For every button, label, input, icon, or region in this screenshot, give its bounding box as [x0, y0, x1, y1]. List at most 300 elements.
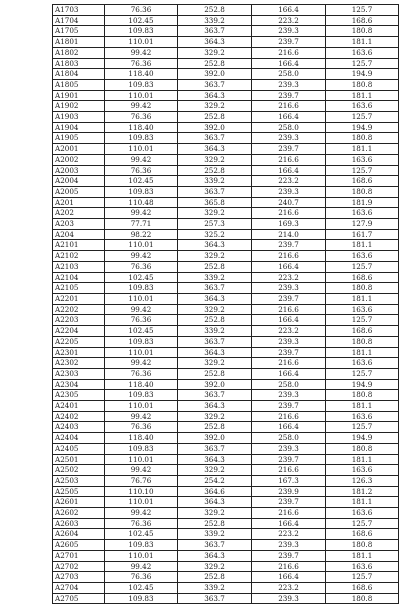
- value-cell: 163.6: [326, 411, 399, 422]
- unit-id-cell: A1805: [53, 79, 105, 90]
- value-cell: 364.6: [178, 486, 252, 497]
- value-cell: 216.6: [252, 508, 326, 519]
- value-cell: 180.8: [326, 336, 399, 347]
- unit-id-cell: A1905: [53, 133, 105, 144]
- value-cell: 239.3: [252, 336, 326, 347]
- value-cell: 258.0: [252, 433, 326, 444]
- value-cell: 239.3: [252, 540, 326, 551]
- value-cell: 109.83: [105, 443, 178, 454]
- value-cell: 194.9: [326, 379, 399, 390]
- value-cell: 163.6: [326, 208, 399, 219]
- value-cell: 163.6: [326, 101, 399, 112]
- table-row: [53, 229, 399, 240]
- value-cell: 329.2: [178, 304, 252, 315]
- value-cell: 216.6: [252, 251, 326, 262]
- value-cell: 223.2: [252, 15, 326, 26]
- table-row: [53, 5, 399, 16]
- value-cell: 110.01: [105, 90, 178, 101]
- value-cell: 109.83: [105, 26, 178, 37]
- value-cell: 109.83: [105, 133, 178, 144]
- table-row: [53, 144, 399, 155]
- unit-id-cell: A2202: [53, 304, 105, 315]
- table-row: [53, 443, 399, 454]
- value-cell: 339.2: [178, 15, 252, 26]
- table-row: [53, 186, 399, 197]
- value-cell: 252.8: [178, 315, 252, 326]
- value-cell: 239.3: [252, 79, 326, 90]
- value-cell: 166.4: [252, 368, 326, 379]
- table-row: [53, 465, 399, 476]
- value-cell: 239.7: [252, 293, 326, 304]
- table-row: [53, 15, 399, 26]
- value-cell: 392.0: [178, 433, 252, 444]
- table-row: [53, 572, 399, 583]
- value-cell: 76.76: [105, 475, 178, 486]
- value-cell: 109.83: [105, 79, 178, 90]
- value-cell: 329.2: [178, 561, 252, 572]
- value-cell: 125.7: [326, 518, 399, 529]
- value-cell: 329.2: [178, 411, 252, 422]
- value-cell: 163.6: [326, 251, 399, 262]
- value-cell: 102.45: [105, 582, 178, 593]
- value-cell: 166.4: [252, 422, 326, 433]
- value-cell: 214.0: [252, 229, 326, 240]
- value-cell: 216.6: [252, 47, 326, 58]
- value-cell: 252.8: [178, 5, 252, 16]
- value-cell: 252.8: [178, 112, 252, 123]
- value-cell: 99.42: [105, 561, 178, 572]
- margin-stamp-mark: [401, 390, 407, 422]
- unit-id-cell: A2702: [53, 561, 105, 572]
- value-cell: 329.2: [178, 465, 252, 476]
- table-row: [53, 401, 399, 412]
- table-row: [53, 347, 399, 358]
- value-cell: 110.01: [105, 347, 178, 358]
- value-cell: 194.9: [326, 433, 399, 444]
- value-cell: 110.01: [105, 293, 178, 304]
- value-cell: 329.2: [178, 508, 252, 519]
- value-cell: 109.83: [105, 593, 178, 604]
- unit-id-cell: A1903: [53, 112, 105, 123]
- value-cell: 118.40: [105, 379, 178, 390]
- table-row: [53, 304, 399, 315]
- unit-id-cell: A2205: [53, 336, 105, 347]
- value-cell: 163.6: [326, 465, 399, 476]
- unit-id-cell: A2403: [53, 422, 105, 433]
- value-cell: 102.45: [105, 176, 178, 187]
- value-cell: 180.8: [326, 186, 399, 197]
- value-cell: 180.8: [326, 540, 399, 551]
- value-cell: 364.3: [178, 347, 252, 358]
- value-cell: 239.3: [252, 593, 326, 604]
- table-row: [53, 529, 399, 540]
- value-cell: 102.45: [105, 326, 178, 337]
- unit-id-cell: A2204: [53, 326, 105, 337]
- value-cell: 166.4: [252, 315, 326, 326]
- value-cell: 169.3: [252, 219, 326, 230]
- table-row: [53, 433, 399, 444]
- unit-id-cell: A2703: [53, 572, 105, 583]
- unit-id-cell: A2302: [53, 358, 105, 369]
- value-cell: 363.7: [178, 186, 252, 197]
- value-cell: 167.3: [252, 475, 326, 486]
- value-cell: 239.7: [252, 497, 326, 508]
- value-cell: 252.8: [178, 368, 252, 379]
- value-cell: 239.7: [252, 240, 326, 251]
- value-cell: 223.2: [252, 529, 326, 540]
- unit-id-cell: A2304: [53, 379, 105, 390]
- value-cell: 392.0: [178, 122, 252, 133]
- value-cell: 180.8: [326, 79, 399, 90]
- value-cell: 125.7: [326, 315, 399, 326]
- value-cell: 99.42: [105, 304, 178, 315]
- value-cell: 77.71: [105, 219, 178, 230]
- value-cell: 239.3: [252, 26, 326, 37]
- value-cell: 99.42: [105, 465, 178, 476]
- unit-id-cell: A2402: [53, 411, 105, 422]
- value-cell: 125.7: [326, 261, 399, 272]
- value-cell: 76.36: [105, 165, 178, 176]
- value-cell: 76.36: [105, 112, 178, 123]
- value-cell: 223.2: [252, 582, 326, 593]
- value-cell: 110.48: [105, 197, 178, 208]
- table-row: [53, 518, 399, 529]
- value-cell: 110.01: [105, 240, 178, 251]
- value-cell: 252.8: [178, 422, 252, 433]
- value-cell: 76.36: [105, 572, 178, 583]
- value-cell: 98.22: [105, 229, 178, 240]
- value-cell: 76.36: [105, 5, 178, 16]
- value-cell: 364.3: [178, 293, 252, 304]
- unit-id-cell: A1801: [53, 37, 105, 48]
- table-row: [53, 154, 399, 165]
- value-cell: 364.3: [178, 90, 252, 101]
- value-cell: 364.3: [178, 497, 252, 508]
- value-cell: 239.7: [252, 90, 326, 101]
- value-cell: 363.7: [178, 79, 252, 90]
- value-cell: 168.6: [326, 529, 399, 540]
- value-cell: 216.6: [252, 465, 326, 476]
- table-row: [53, 326, 399, 337]
- table-row: [53, 208, 399, 219]
- unit-id-cell: A2404: [53, 433, 105, 444]
- value-cell: 181.1: [326, 37, 399, 48]
- table-row: [53, 540, 399, 551]
- value-cell: 216.6: [252, 358, 326, 369]
- unit-id-cell: A1704: [53, 15, 105, 26]
- unit-id-cell: A2502: [53, 465, 105, 476]
- unit-id-cell: A2303: [53, 368, 105, 379]
- unit-id-cell: A2503: [53, 475, 105, 486]
- value-cell: 239.3: [252, 390, 326, 401]
- table-body: [53, 5, 399, 604]
- value-cell: 216.6: [252, 208, 326, 219]
- unit-id-cell: A2401: [53, 401, 105, 412]
- unit-id-cell: A2604: [53, 529, 105, 540]
- value-cell: 168.6: [326, 582, 399, 593]
- value-cell: 163.6: [326, 304, 399, 315]
- table-row: [53, 379, 399, 390]
- value-cell: 252.8: [178, 165, 252, 176]
- table-row: [53, 26, 399, 37]
- table-row: [53, 37, 399, 48]
- value-cell: 363.7: [178, 26, 252, 37]
- unit-id-cell: A204: [53, 229, 105, 240]
- value-cell: 181.1: [326, 454, 399, 465]
- value-cell: 364.3: [178, 550, 252, 561]
- unit-id-cell: A2103: [53, 261, 105, 272]
- value-cell: 125.7: [326, 422, 399, 433]
- unit-id-cell: A1705: [53, 26, 105, 37]
- table-row: [53, 47, 399, 58]
- value-cell: 99.42: [105, 101, 178, 112]
- value-cell: 76.36: [105, 518, 178, 529]
- value-cell: 76.36: [105, 315, 178, 326]
- unit-id-cell: A2301: [53, 347, 105, 358]
- value-cell: 109.83: [105, 186, 178, 197]
- value-cell: 181.1: [326, 550, 399, 561]
- table-row: [53, 422, 399, 433]
- value-cell: 240.7: [252, 197, 326, 208]
- table-row: [53, 293, 399, 304]
- value-cell: 181.1: [326, 401, 399, 412]
- table-row: [53, 315, 399, 326]
- table-row: [53, 497, 399, 508]
- value-cell: 163.6: [326, 358, 399, 369]
- value-cell: 364.3: [178, 454, 252, 465]
- value-cell: 168.6: [326, 15, 399, 26]
- value-cell: 216.6: [252, 561, 326, 572]
- unit-id-cell: A1804: [53, 69, 105, 80]
- unit-id-cell: A2203: [53, 315, 105, 326]
- value-cell: 329.2: [178, 358, 252, 369]
- value-cell: 239.7: [252, 37, 326, 48]
- unit-id-cell: A2405: [53, 443, 105, 454]
- value-cell: 239.9: [252, 486, 326, 497]
- unit-data-table: [52, 4, 399, 604]
- table-row: [53, 58, 399, 69]
- value-cell: 339.2: [178, 582, 252, 593]
- value-cell: 180.8: [326, 443, 399, 454]
- value-cell: 258.0: [252, 69, 326, 80]
- unit-id-cell: A1803: [53, 58, 105, 69]
- value-cell: 118.40: [105, 69, 178, 80]
- unit-id-cell: A2601: [53, 497, 105, 508]
- value-cell: 239.3: [252, 283, 326, 294]
- value-cell: 166.4: [252, 112, 326, 123]
- value-cell: 329.2: [178, 101, 252, 112]
- table-row: [53, 261, 399, 272]
- value-cell: 180.8: [326, 26, 399, 37]
- value-cell: 110.01: [105, 401, 178, 412]
- value-cell: 168.6: [326, 176, 399, 187]
- unit-id-cell: A2105: [53, 283, 105, 294]
- value-cell: 110.01: [105, 144, 178, 155]
- value-cell: 364.3: [178, 240, 252, 251]
- value-cell: 109.83: [105, 336, 178, 347]
- value-cell: 166.4: [252, 5, 326, 16]
- value-cell: 181.1: [326, 90, 399, 101]
- value-cell: 363.7: [178, 390, 252, 401]
- value-cell: 239.7: [252, 401, 326, 412]
- value-cell: 99.42: [105, 154, 178, 165]
- table-row: [53, 112, 399, 123]
- value-cell: 339.2: [178, 272, 252, 283]
- table-row: [53, 550, 399, 561]
- value-cell: 329.2: [178, 251, 252, 262]
- unit-id-cell: A2102: [53, 251, 105, 262]
- value-cell: 216.6: [252, 304, 326, 315]
- value-cell: 163.6: [326, 561, 399, 572]
- value-cell: 163.6: [326, 508, 399, 519]
- value-cell: 364.3: [178, 144, 252, 155]
- unit-id-cell: A2101: [53, 240, 105, 251]
- unit-id-cell: A2605: [53, 540, 105, 551]
- unit-id-cell: A202: [53, 208, 105, 219]
- value-cell: 99.42: [105, 508, 178, 519]
- value-cell: 180.8: [326, 390, 399, 401]
- table-row: [53, 283, 399, 294]
- unit-id-cell: A203: [53, 219, 105, 230]
- unit-id-cell: A2705: [53, 593, 105, 604]
- unit-id-cell: A2001: [53, 144, 105, 155]
- unit-id-cell: A1902: [53, 101, 105, 112]
- value-cell: 181.1: [326, 497, 399, 508]
- value-cell: 110.10: [105, 486, 178, 497]
- value-cell: 325.2: [178, 229, 252, 240]
- value-cell: 239.3: [252, 186, 326, 197]
- value-cell: 180.8: [326, 593, 399, 604]
- value-cell: 392.0: [178, 379, 252, 390]
- unit-id-cell: A2305: [53, 390, 105, 401]
- value-cell: 194.9: [326, 69, 399, 80]
- table-row: [53, 90, 399, 101]
- value-cell: 239.7: [252, 550, 326, 561]
- value-cell: 125.7: [326, 572, 399, 583]
- value-cell: 161.7: [326, 229, 399, 240]
- value-cell: 110.01: [105, 497, 178, 508]
- value-cell: 99.42: [105, 208, 178, 219]
- unit-id-cell: A2701: [53, 550, 105, 561]
- table-row: [53, 272, 399, 283]
- value-cell: 125.7: [326, 58, 399, 69]
- value-cell: 252.8: [178, 518, 252, 529]
- value-cell: 363.7: [178, 133, 252, 144]
- value-cell: 223.2: [252, 176, 326, 187]
- value-cell: 181.1: [326, 293, 399, 304]
- value-cell: 363.7: [178, 443, 252, 454]
- unit-id-cell: A2104: [53, 272, 105, 283]
- value-cell: 365.8: [178, 197, 252, 208]
- value-cell: 109.83: [105, 283, 178, 294]
- value-cell: 166.4: [252, 518, 326, 529]
- value-cell: 363.7: [178, 283, 252, 294]
- value-cell: 363.7: [178, 593, 252, 604]
- unit-id-cell: A1904: [53, 122, 105, 133]
- unit-id-cell: A2505: [53, 486, 105, 497]
- value-cell: 239.3: [252, 443, 326, 454]
- table-row: [53, 561, 399, 572]
- value-cell: 99.42: [105, 251, 178, 262]
- unit-id-cell: A2002: [53, 154, 105, 165]
- value-cell: 364.3: [178, 401, 252, 412]
- table-row: [53, 475, 399, 486]
- value-cell: 166.4: [252, 58, 326, 69]
- value-cell: 329.2: [178, 154, 252, 165]
- value-cell: 363.7: [178, 540, 252, 551]
- value-cell: 216.6: [252, 101, 326, 112]
- unit-id-cell: A1802: [53, 47, 105, 58]
- table-row: [53, 251, 399, 262]
- value-cell: 110.01: [105, 37, 178, 48]
- value-cell: 392.0: [178, 69, 252, 80]
- value-cell: 329.2: [178, 208, 252, 219]
- value-cell: 163.6: [326, 47, 399, 58]
- table-row: [53, 336, 399, 347]
- value-cell: 194.9: [326, 122, 399, 133]
- table-row: [53, 69, 399, 80]
- value-cell: 252.8: [178, 58, 252, 69]
- value-cell: 99.42: [105, 411, 178, 422]
- value-cell: 125.7: [326, 368, 399, 379]
- value-cell: 254.2: [178, 475, 252, 486]
- value-cell: 181.1: [326, 240, 399, 251]
- value-cell: 252.8: [178, 572, 252, 583]
- table-row: [53, 197, 399, 208]
- unit-id-cell: A2004: [53, 176, 105, 187]
- value-cell: 168.6: [326, 272, 399, 283]
- value-cell: 329.2: [178, 47, 252, 58]
- value-cell: 216.6: [252, 154, 326, 165]
- table-row: [53, 122, 399, 133]
- table-row: [53, 454, 399, 465]
- value-cell: 239.7: [252, 347, 326, 358]
- value-cell: 163.6: [326, 154, 399, 165]
- value-cell: 125.7: [326, 112, 399, 123]
- table-row: [53, 390, 399, 401]
- table-row: [53, 368, 399, 379]
- value-cell: 216.6: [252, 411, 326, 422]
- unit-id-cell: A201: [53, 197, 105, 208]
- value-cell: 76.36: [105, 422, 178, 433]
- value-cell: 118.40: [105, 433, 178, 444]
- value-cell: 126.3: [326, 475, 399, 486]
- value-cell: 76.36: [105, 368, 178, 379]
- table-row: [53, 358, 399, 369]
- value-cell: 339.2: [178, 529, 252, 540]
- value-cell: 364.3: [178, 37, 252, 48]
- value-cell: 125.7: [326, 165, 399, 176]
- value-cell: 76.36: [105, 58, 178, 69]
- table-row: [53, 486, 399, 497]
- unit-id-cell: A2003: [53, 165, 105, 176]
- table-row: [53, 79, 399, 90]
- value-cell: 118.40: [105, 122, 178, 133]
- value-cell: 168.6: [326, 326, 399, 337]
- unit-id-cell: A2603: [53, 518, 105, 529]
- value-cell: 110.01: [105, 550, 178, 561]
- value-cell: 110.01: [105, 454, 178, 465]
- table-row: [53, 582, 399, 593]
- table-row: [53, 508, 399, 519]
- value-cell: 109.83: [105, 390, 178, 401]
- value-cell: 181.1: [326, 347, 399, 358]
- value-cell: 223.2: [252, 326, 326, 337]
- value-cell: 180.8: [326, 283, 399, 294]
- value-cell: 125.7: [326, 5, 399, 16]
- value-cell: 99.42: [105, 47, 178, 58]
- value-cell: 239.7: [252, 144, 326, 155]
